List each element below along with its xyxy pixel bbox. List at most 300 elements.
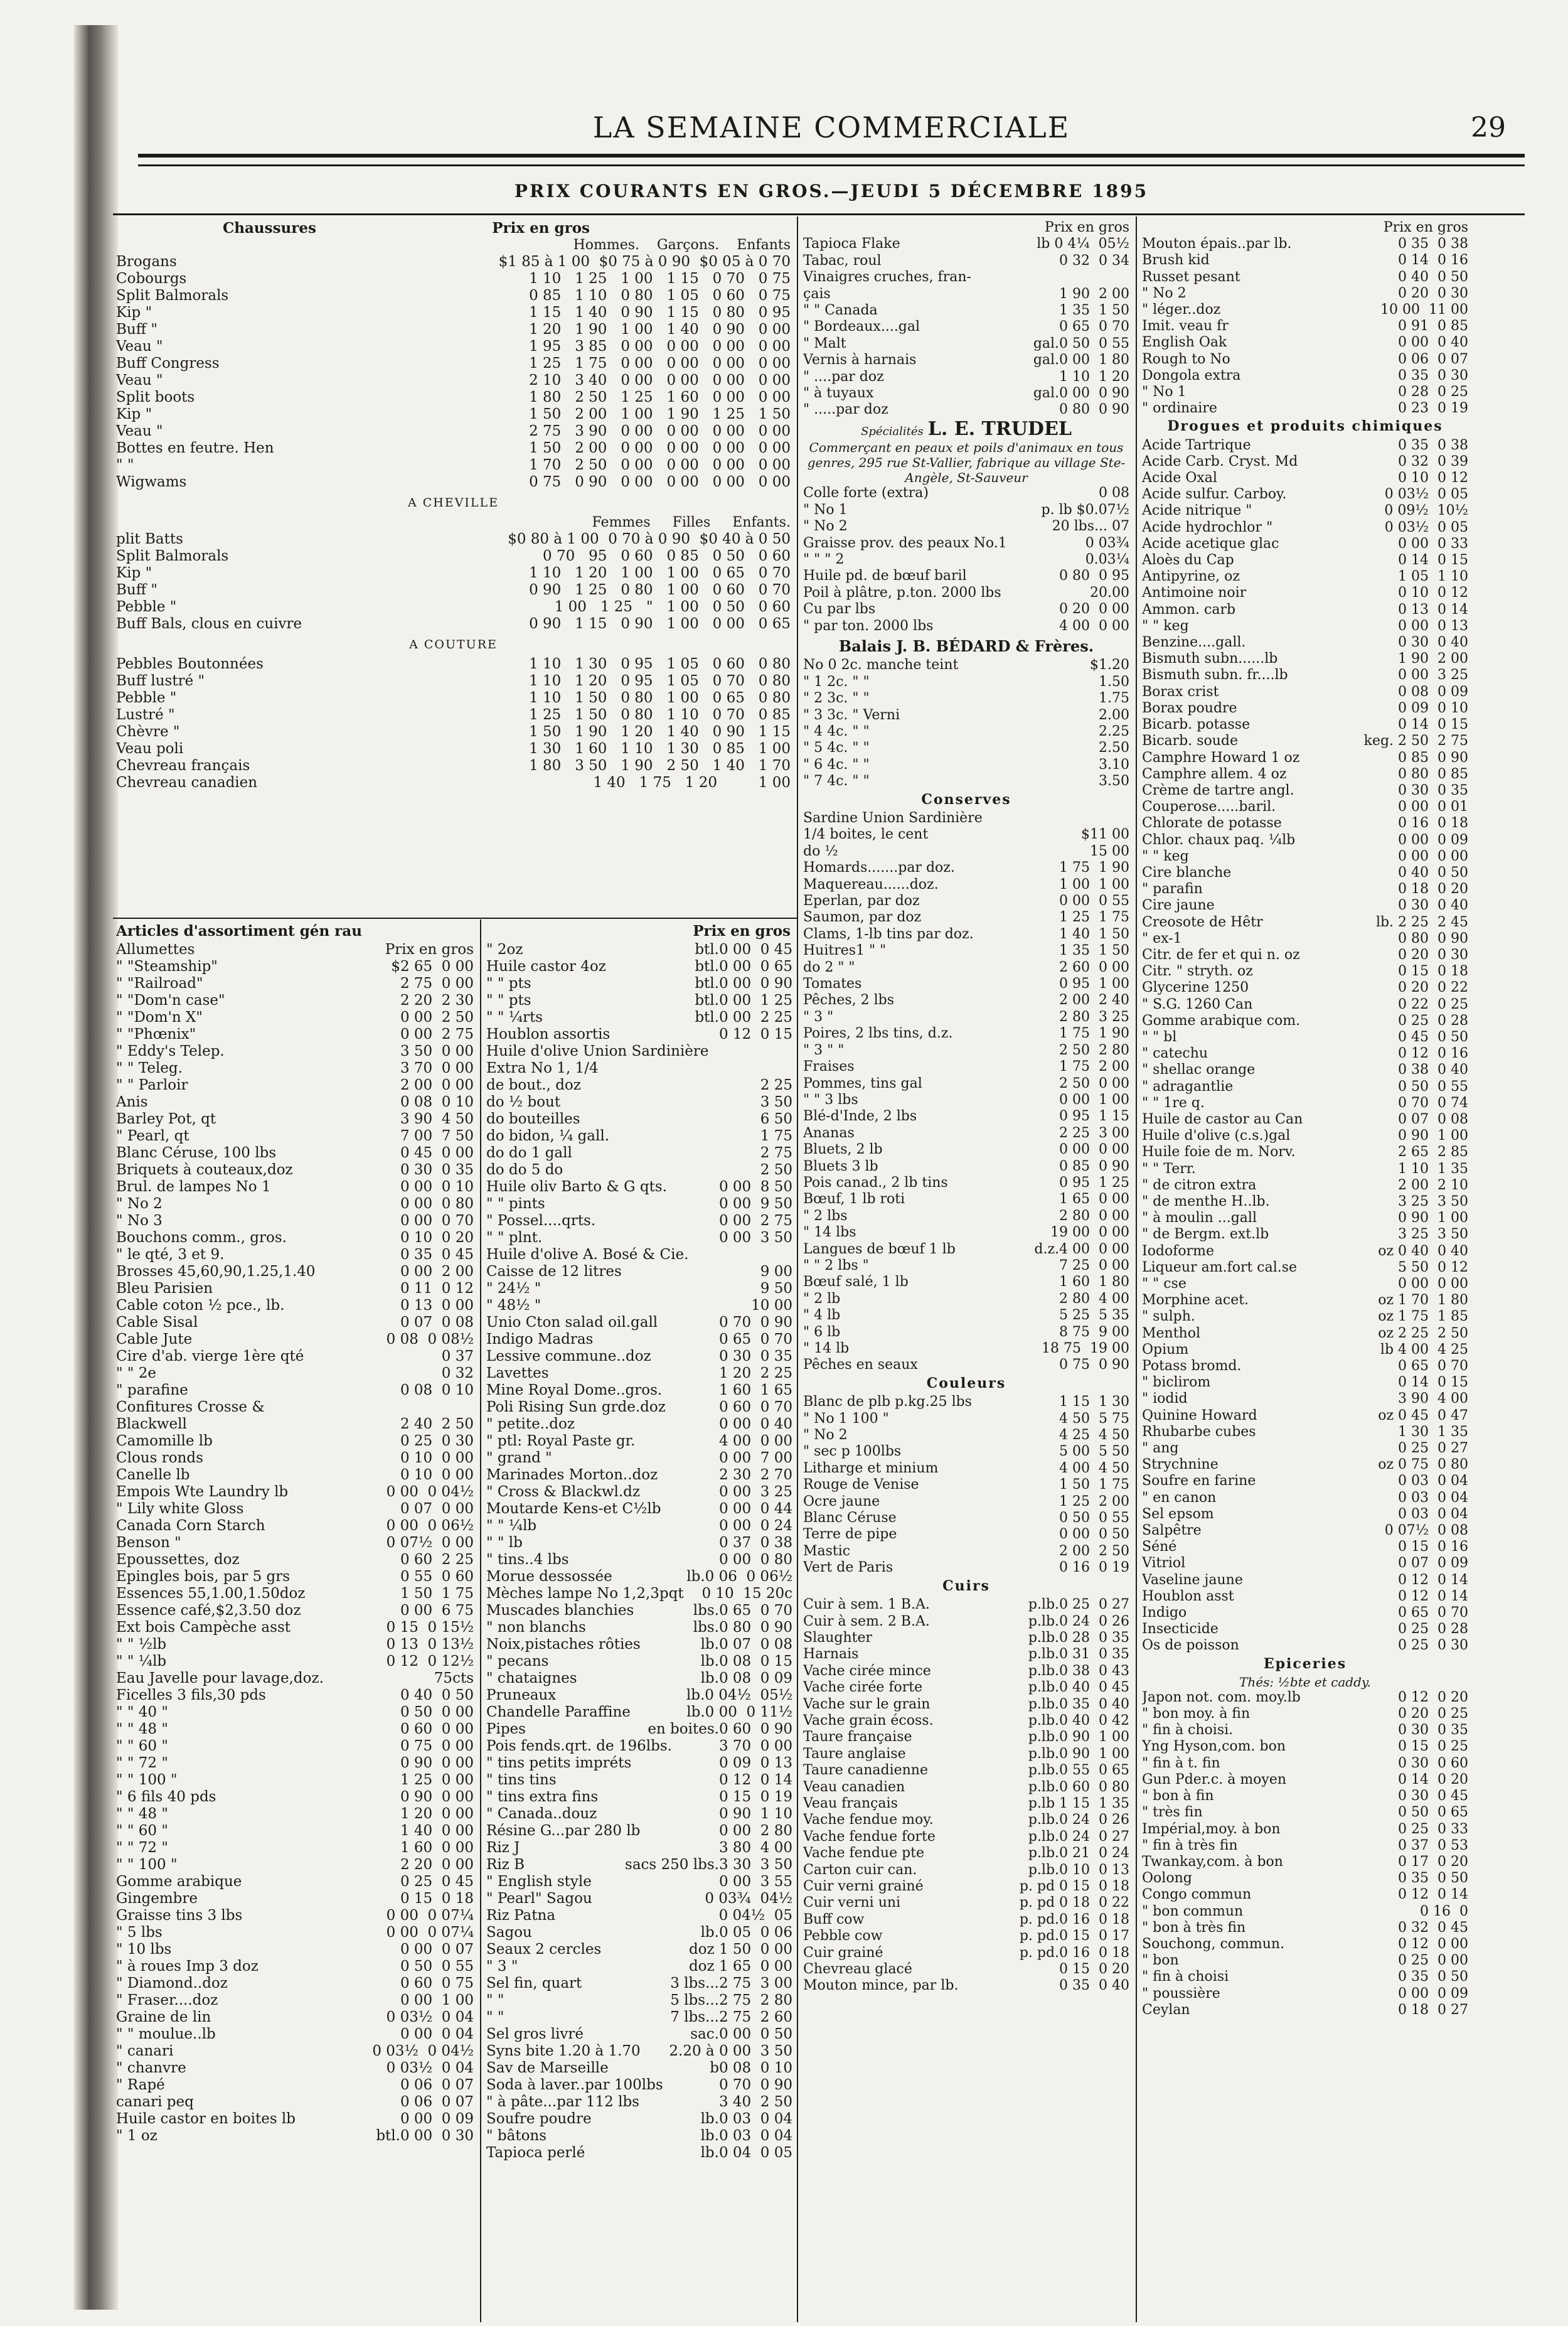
item-name: Blé-d'Inde, 2 lbs: [803, 1108, 917, 1125]
item-price: 2 00 2 40: [1059, 992, 1129, 1009]
item-price: $0 80 à 1 00 0 70 à 0 90 $0 40 à 0 50: [508, 531, 791, 547]
table-row: [116, 2128, 474, 2145]
table-row: [803, 1526, 1129, 1543]
item-name: Oolong: [1142, 1870, 1192, 1887]
table-row: [486, 1873, 792, 1890]
item-name: " shellac orange: [1142, 1062, 1256, 1078]
item-name: Blanc Céruse: [803, 1510, 897, 1526]
table-row: [803, 601, 1129, 618]
item-price: 3 70 0 00: [400, 1060, 474, 1076]
table-row: [1142, 1260, 1468, 1276]
item-name: " de menthe H..lb.: [1142, 1193, 1270, 1209]
table-row: [1142, 1772, 1468, 1788]
table-row: [803, 1125, 1129, 1142]
item-name: " sec p 100lbs: [803, 1444, 902, 1460]
item-price: 2 80 0 00: [1059, 1208, 1129, 1224]
item-name: " 7 4c. " ": [803, 773, 870, 790]
item-price: btl.0 00 0 65: [695, 958, 792, 975]
table-row: [116, 1077, 474, 1094]
table-row: [803, 1142, 1129, 1158]
item-price: 0 16 0 18: [1398, 815, 1468, 832]
table-row: [1142, 552, 1468, 569]
table-row: [803, 236, 1129, 252]
table-row: [116, 2009, 474, 2026]
item-name: Noix,pistaches rôties: [486, 1636, 641, 1653]
item-price: 10 00: [751, 1297, 792, 1314]
table-row: [116, 1467, 474, 1484]
table-row: [1142, 1292, 1468, 1309]
item-name: Langues de bœuf 1 lb: [803, 1241, 956, 1257]
table-row: [116, 1535, 474, 1552]
item-price: 0 65 0 70: [1398, 1605, 1468, 1621]
table-row: [486, 1230, 792, 1246]
item-price: 1 60 1 80: [1059, 1274, 1129, 1290]
item-price: 2 00 2 50: [1059, 1543, 1129, 1559]
item-price: lb.0 04½ 05½: [686, 1687, 792, 1703]
item-name: Graisse prov. des peaux No.1: [803, 535, 1007, 551]
item-name: Buff cow: [803, 1911, 865, 1927]
table-row: [486, 1518, 792, 1535]
item-name: " ": [486, 2009, 504, 2025]
item-price: 0 80 0 90: [1398, 930, 1468, 946]
item-price: 0 90 0 00: [400, 1755, 474, 1771]
item-price: 0 90 1 10: [718, 1806, 792, 1822]
item-name: Split Balmorals: [116, 548, 229, 564]
item-price: 0 15 0 19: [718, 1789, 792, 1805]
item-price: 0 07 0 00: [400, 1501, 474, 1517]
item-price: 0 03½ 0 04: [386, 2009, 474, 2025]
item-price: 0 90 1 25 0 80 1 00 0 60 0 70: [529, 582, 791, 598]
item-name: Muscades blanchies: [486, 1602, 634, 1619]
item-price: 0 25 0 45: [400, 1873, 474, 1890]
item-price: 0 35 0 50: [1398, 1969, 1468, 1985]
table-row: [1142, 1440, 1468, 1457]
couleurs-title: Couleurs: [926, 1375, 1006, 1391]
item-price: 0 25 0 30: [1398, 1637, 1468, 1654]
table-row: [116, 724, 791, 741]
table-row: [116, 1653, 474, 1670]
table-row: [1142, 1112, 1468, 1128]
item-name: Vache fendue moy.: [803, 1812, 934, 1828]
table-row: [116, 975, 474, 992]
item-price: 0 60 0 75: [400, 1975, 474, 1991]
item-price: 3 lbs...2 75 3 00: [670, 1975, 792, 1991]
table-row: [803, 585, 1129, 601]
table-row: [1142, 1539, 1468, 1555]
item-name: Benzine....gall.: [1142, 635, 1246, 651]
item-price: lb.0 08 0 09: [700, 1670, 792, 1686]
item-price: 1 50 1 90 1 20 1 40 0 90 1 15: [529, 724, 791, 740]
table-row: [803, 1630, 1129, 1646]
item-name: Tapioca perlé: [486, 2145, 585, 2161]
item-name: " à tuyaux: [803, 385, 874, 402]
item-name: " fin à très fin: [1142, 1837, 1238, 1853]
table-row: [486, 2026, 792, 2043]
table-row: [803, 1895, 1129, 1911]
item-price: 7 00 7 50: [400, 1128, 474, 1144]
item-name: Ficelles 3 fils,30 pds: [116, 1687, 266, 1703]
item-price: 2.50: [1099, 740, 1129, 756]
item-price: 2 20 2 30: [400, 992, 474, 1009]
item-price: $1.20: [1090, 657, 1129, 673]
item-price: 0 32: [441, 1365, 474, 1381]
item-name: " " plnt.: [486, 1230, 543, 1246]
item-name: Bismuth subn......lb: [1142, 651, 1278, 667]
item-name: Kip ": [116, 565, 152, 581]
item-price: 0 65 0 70: [718, 1331, 792, 1348]
item-price: 0 14 0 16: [1398, 252, 1468, 269]
item-name: " fin à t. fin: [1142, 1755, 1220, 1771]
table-row: [116, 355, 791, 372]
item-name: " " 40 ": [116, 1704, 168, 1720]
item-name: Kip ": [116, 406, 152, 422]
item-name: " canari: [116, 2043, 174, 2059]
table-row: [1142, 1128, 1468, 1144]
item-price: 0 22 0 25: [1398, 996, 1468, 1012]
item-name: Souchong, commun.: [1142, 1936, 1285, 1952]
item-name: " S.G. 1260 Can: [1142, 996, 1253, 1012]
item-price: 1 90 2 00: [1398, 651, 1468, 667]
item-name: Blanc Céruse, 100 lbs: [116, 1145, 277, 1161]
item-name: " ....par doz: [803, 368, 884, 385]
item-price: 1.50: [1099, 673, 1129, 690]
item-name: " " pints: [486, 1196, 545, 1212]
item-price: 0 00 0 09: [400, 2111, 474, 2127]
item-name: Couperose.....baril.: [1142, 799, 1276, 815]
item-price: 0 35 0 45: [400, 1246, 474, 1263]
item-name: Allumettes: [116, 941, 195, 958]
item-name: Benson ": [116, 1535, 181, 1551]
table-row: [803, 1912, 1129, 1928]
item-name: Chevreau canadien: [116, 774, 258, 791]
item-price: 1 15 1 40 0 90 1 15 0 80 0 95: [529, 304, 791, 321]
table-row: [116, 774, 791, 791]
item-name: Litharge et minium: [803, 1460, 939, 1476]
item-price: 1 25 2 00: [1059, 1493, 1129, 1509]
item-name: Crème de tartre angl.: [1142, 782, 1294, 798]
item-name: Syns bite 1.20 à 1.70: [486, 2043, 641, 2059]
table-row: [116, 2094, 474, 2111]
item-price: 0 30 0 45: [1398, 1788, 1468, 1804]
item-name: Vache fendue forte: [803, 1828, 936, 1845]
table-row: [1142, 1804, 1468, 1821]
table-row: [116, 1958, 474, 1975]
table-row: [1142, 1936, 1468, 1953]
item-price: p. pd.0 16 0 18: [1019, 1944, 1129, 1961]
header-rule-thin: [138, 164, 1525, 166]
item-price: 0 15 0 25: [1398, 1739, 1468, 1755]
item-name: " " lb: [486, 1535, 523, 1551]
item-name: " Canada..douz: [486, 1806, 597, 1822]
table-row: [803, 1560, 1129, 1576]
item-price: 1 20 2 25: [718, 1365, 792, 1381]
table-row: [486, 1263, 792, 1280]
item-price: 0 00 9 50: [718, 1196, 792, 1212]
item-price: 0 13 0 00: [400, 1297, 474, 1314]
item-price: $11 00: [1081, 827, 1129, 843]
articles-column-b: [486, 941, 792, 2162]
item-name: " Bordeaux....gal: [803, 319, 920, 335]
item-name: Sel fin, quart: [486, 1975, 582, 1991]
item-name: Morphine acet.: [1142, 1292, 1249, 1309]
item-price: p.lb.0 24 0 26: [1028, 1613, 1129, 1629]
table-row: [1142, 1887, 1468, 1903]
item-name: " " 48 ": [116, 1806, 168, 1822]
item-price: btl.0 00 0 30: [376, 2128, 474, 2144]
table-row: [486, 1857, 792, 1873]
item-name: Canelle lb: [116, 1467, 190, 1483]
drogues-table: [1142, 437, 1468, 1654]
item-price: 0 23 0 19: [1398, 400, 1468, 417]
table-row: [116, 1043, 474, 1060]
table-row: [1142, 766, 1468, 783]
item-name: Brul. de lampes No 1: [116, 1179, 271, 1195]
item-name: Creosote de Hêtr: [1142, 914, 1263, 930]
item-name: canari peq: [116, 2094, 194, 2110]
table-row: [486, 1585, 792, 1602]
table-row: [803, 1009, 1129, 1026]
item-name: Cuir verni uni: [803, 1895, 901, 1911]
chaussures-section: [116, 220, 791, 791]
table-row: [116, 1823, 474, 1840]
item-name: Strychnine: [1142, 1457, 1219, 1473]
item-price: 0 15 0 15½: [386, 1619, 474, 1636]
item-price: 0 03 0 04: [1398, 1473, 1468, 1489]
item-price: 0 14 0 15: [1398, 1375, 1468, 1391]
table-row: [486, 1958, 792, 1975]
table-row: [1142, 1870, 1468, 1887]
table-row: [803, 269, 1129, 286]
item-price: 1.75: [1099, 690, 1129, 707]
item-price: 1 50 2 00 1 00 1 90 1 25 1 50: [529, 406, 791, 422]
item-name: Acide nitrique ": [1142, 503, 1252, 519]
table-row: [803, 909, 1129, 926]
item-name: Ammon. carb: [1142, 601, 1236, 618]
table-row: [1142, 1194, 1468, 1210]
epiceries-table: [1142, 1690, 1468, 2018]
table-row: [486, 1568, 792, 1585]
table-row: [1142, 799, 1468, 815]
item-name: Vache cirée mince: [803, 1663, 931, 1679]
item-name: Bismuth subn. fr....lb: [1142, 667, 1288, 683]
item-price: 0 40 0 50: [400, 1687, 474, 1703]
table-row: [486, 1975, 792, 1992]
table-row: [486, 1094, 792, 1111]
table-row: [803, 943, 1129, 959]
table-row: [803, 1477, 1129, 1493]
item-name: Tomates: [803, 976, 862, 992]
item-price: 7 lbs...2 75 2 60: [670, 2009, 792, 2025]
item-name: " " keg: [1142, 618, 1189, 634]
item-name: " .....par doz: [803, 402, 888, 418]
table-row: [1142, 351, 1468, 368]
table-row: [116, 1297, 474, 1314]
item-price: 0 03 0 04: [1398, 1489, 1468, 1506]
item-name: " bon à très fin: [1142, 1919, 1246, 1936]
item-price: 0 30 0 40: [1398, 635, 1468, 651]
item-price: p.lb.0 90 1 00: [1028, 1745, 1129, 1762]
item-name: Huile de castor au Can: [1142, 1111, 1303, 1127]
item-price: 3 90 4 00: [1398, 1391, 1468, 1407]
item-name: Ananas: [803, 1125, 855, 1141]
item-price: 0 00 0 40: [718, 1416, 792, 1432]
item-price: p. lb $0.07½: [1041, 501, 1129, 518]
conserves-title: Conserves: [921, 791, 1011, 808]
item-name: " ": [486, 1992, 504, 2008]
table-row: [486, 1416, 792, 1433]
item-price: 0 00 0 50: [1059, 1526, 1129, 1543]
item-name: " chanvre: [116, 2060, 186, 2076]
item-name: Veau canadien: [803, 1779, 905, 1795]
item-price: 2 50 2 80: [1059, 1042, 1129, 1058]
item-name: " adragantlie: [1142, 1078, 1234, 1095]
table-row: [486, 1484, 792, 1501]
item-price: 0 08 0 10: [400, 1382, 474, 1398]
subsection-title: A CHEVILLE: [407, 496, 499, 510]
table-row: [1142, 1506, 1468, 1523]
item-price: 0 37 0 38: [718, 1535, 792, 1551]
item-price: 1 30 1 60 1 10 1 30 0 85 1 00: [529, 741, 791, 757]
item-name: " " ¼lb: [116, 1653, 167, 1669]
item-price: 1 50 2 00 0 00 0 00 0 00 0 00: [529, 440, 791, 456]
item-price: 5 lbs...2 75 2 80: [670, 1992, 792, 2008]
item-name: " 10 lbs: [116, 1941, 172, 1958]
item-price: 0 20 0 30: [1398, 285, 1468, 301]
item-price: 1 75: [760, 1128, 792, 1144]
item-price: p. pd.0 16 0 18: [1019, 1911, 1129, 1927]
item-name: " 2 lbs: [803, 1208, 848, 1224]
item-name: " No 2: [803, 1427, 848, 1444]
item-name: Riz J: [486, 1840, 520, 1856]
publication-title: LA SEMAINE COMMERCIALE: [592, 110, 1070, 144]
item-name: Huile castor en boites lb: [116, 2111, 296, 2127]
table-row: [803, 1845, 1129, 1862]
table-row: [486, 1399, 792, 1416]
item-price: 1 40 1 75 1 20 1 00: [593, 774, 791, 791]
item-name: " 14 lb: [803, 1341, 850, 1356]
item-name: Acide hydrochlor ": [1142, 519, 1273, 535]
item-name: Briquets à couteaux,doz: [116, 1162, 293, 1178]
item-name: Barley Pot, qt: [116, 1111, 216, 1127]
table-row: [1142, 1904, 1468, 1920]
item-price: 0 15 0 18: [400, 1890, 474, 1907]
item-name: " à roues Imp 3 doz: [116, 1958, 259, 1975]
item-name: Résine G...par 280 lb: [486, 1823, 641, 1839]
item-name: do bidon, ¼ gall.: [486, 1128, 610, 1144]
page-header: [138, 105, 1525, 149]
item-price: 0 80 0 90: [1059, 402, 1129, 418]
item-price: 0 70 95 0 60 0 85 0 50 0 60: [543, 548, 791, 564]
item-name: Moutarde Kens-et C½lb: [486, 1501, 661, 1517]
item-name: " de Bergm. ext.lb: [1142, 1226, 1269, 1243]
table-row: [116, 474, 791, 491]
table-row: [1142, 1243, 1468, 1260]
item-name: " " Parloir: [116, 1077, 188, 1093]
section-title: Chaussures: [223, 220, 316, 237]
item-price: 0 00 0 00: [1059, 1142, 1129, 1158]
item-price: 1 10 1 20 1 00 1 00 0 65 0 70: [529, 565, 791, 581]
item-name: " No 1: [803, 501, 848, 518]
item-name: " ordinaire: [1142, 400, 1217, 417]
table-row: [1142, 618, 1468, 635]
item-price: 8 75 9 00: [1059, 1324, 1129, 1340]
item-price: 0 00 0 04: [400, 2026, 474, 2042]
item-price: 0 35 0 38: [1398, 236, 1468, 252]
item-name: " "Dom'n X": [116, 1009, 203, 1026]
table-row: [803, 1928, 1129, 1944]
item-name: " 3 ": [486, 1958, 518, 1975]
table-row: [116, 1348, 474, 1365]
table-row: [1142, 520, 1468, 536]
item-name: Gun Pder.c. à moyen: [1142, 1771, 1287, 1787]
table-row: [116, 1772, 474, 1789]
item-name: English Oak: [1142, 335, 1227, 351]
table-row: [803, 724, 1129, 740]
item-name: Mastic: [803, 1543, 851, 1559]
item-price: 0 06 0 07: [400, 2077, 474, 2093]
item-name: Soufre poudre: [486, 2111, 592, 2127]
table-row: [1142, 470, 1468, 486]
table-row: [803, 1092, 1129, 1108]
table-row: [116, 2043, 474, 2060]
table-row: [1142, 1490, 1468, 1506]
table-row: [1142, 1969, 1468, 1985]
table-row: [486, 1501, 792, 1518]
item-name: Pêches, 2 lbs: [803, 992, 895, 1009]
table-row: [1142, 815, 1468, 832]
table-row: [1142, 1953, 1468, 1969]
item-name: " à moulin ...gall: [1142, 1210, 1257, 1226]
item-name: " parafine: [116, 1382, 188, 1398]
table-row: [803, 1663, 1129, 1680]
section-rule: [113, 918, 797, 919]
item-name: Mèches lampe No 1,2,3pqt: [486, 1585, 684, 1602]
table-row: [803, 1059, 1129, 1075]
item-name: Chèvre ": [116, 724, 180, 740]
table-row: [116, 1280, 474, 1297]
table-row: [1142, 1722, 1468, 1739]
table-row: [1142, 667, 1468, 683]
drogues-title: Drogues et produits chimiques: [1167, 418, 1443, 435]
item-name: Huile d'olive A. Bosé & Cie.: [486, 1246, 689, 1263]
table-row: [803, 1324, 1129, 1341]
item-name: Huile castor 4oz: [486, 958, 606, 975]
item-price: 0 14 0 15: [1398, 717, 1468, 733]
item-name: Russet pesant: [1142, 269, 1240, 285]
conserves-table: [803, 810, 1129, 1374]
item-price: 0 00 7 00: [718, 1450, 792, 1466]
table-row: [1142, 269, 1468, 286]
table-row: [803, 1108, 1129, 1125]
item-price: 0 38 0 40: [1398, 1062, 1468, 1078]
item-name: Carton cuir can.: [803, 1862, 917, 1878]
table-row: [1142, 1621, 1468, 1637]
table-row: [486, 1738, 792, 1755]
item-price: d.z.4 00 0 00: [1034, 1241, 1129, 1257]
item-price: 0 08 0 09: [1398, 683, 1468, 700]
table-row: [1142, 1457, 1468, 1473]
item-name: " Diamond..doz: [116, 1975, 228, 1991]
table-row: [116, 389, 791, 406]
price-header: Prix en gros: [492, 220, 590, 237]
item-name: " bon: [1142, 1953, 1179, 1969]
table-row: [116, 423, 791, 440]
item-name: Chlorate de potasse: [1142, 815, 1282, 832]
item-price: 0 75 0 90: [1059, 1357, 1129, 1373]
table-row: [803, 1042, 1129, 1059]
table-row: [1142, 1062, 1468, 1078]
table-row: [803, 369, 1129, 385]
